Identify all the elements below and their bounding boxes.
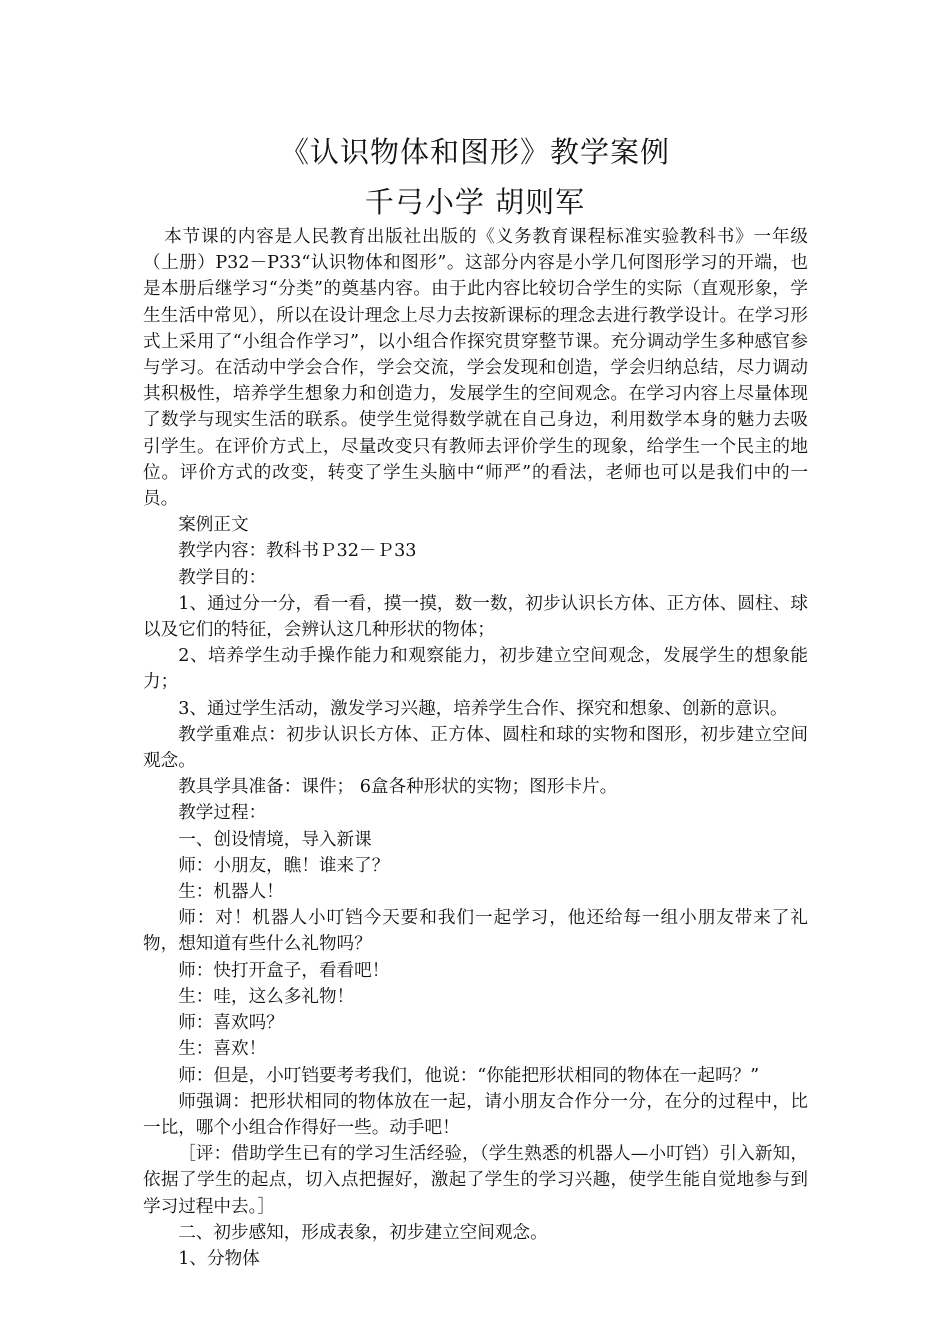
process-heading: 教学过程： (178, 803, 267, 824)
step-heading: 一、创设情境，导入新课 (178, 829, 372, 850)
dialogue-line: 生：机器人！ (178, 882, 284, 903)
goal-item: 1、通过分一分，看一看，摸一摸，数一数，初步认识长方体、正方体、圆柱、球以及它们的特征，会辨认这几种形状的物体； (143, 593, 808, 641)
teaching-content: 教学内容：教科书Ｐ32－Ｐ33 (178, 541, 417, 562)
intro-paragraph: 本节课的内容是人民教育出版社出版的《义务教育课程标准实验教科书》一年级（上册）P32－P33“认识物体和图形”。这部分内容是小学几何图形学习的开端，也是本册后继学习“分类”的奠基内容。由于此内容比较切合学生的实际（直观形象，学生生活中常见），所以在设计理念上尽力去按新课标的理念去进行教学设计。在学习形式上采用了“小组合作学习”，以小组合作探究贯穿整节课。充分调动学生多种感官参与学习。在活动中学会合作，学会交流，学会发现和创造，学会归纳总结，尽力调动其积极性，培养学生想象力和创造力，发展学生的空间观念。在学习内容上尽量体现了数学与现实生活的联系。使学生觉得数学就在自己身边，利用数学本身的魅力去吸引学生。在评价方式上，尽量改变只有教师去评价学生的现象，给学生一个民主的地位。评价方式的改变，转变了学生头脑中“师严”的看法，老师也可以是我们中的一员。 (143, 227, 808, 510)
dialogue-line: 师：对！机器人小叮铛今天要和我们一起学习，他还给每一组小朋友带来了礼物，想知道有些什么礼物吗？ (143, 908, 808, 955)
document-title: 《认识物体和图形》教学案例 (279, 135, 670, 169)
dialogue-line: 生：哇，这么多礼物！ (178, 986, 355, 1007)
commentary: ［评：借助学生已有的学习生活经验，（学生熟悉的机器人—小叮铛）引入新知，依据了学生的起点，切入点把握好，激起了学生的学习兴趣，使学生能自觉地参与到学习过程中去。］ (143, 1144, 808, 1217)
dialogue-line: 师强调：把形状相同的物体放在一起，请小朋友合作分一分，在分的过程中，比一比，哪个小组合作得好一些。动手吧！ (143, 1091, 808, 1138)
materials: 教具学具准备：课件； 6盒各种形状的实物；图形卡片。 (178, 777, 618, 798)
dialogue-line: 师：但是，小叮铛要考考我们，他说：“你能把形状相同的物体在一起吗？” (178, 1065, 760, 1086)
dialogue-line: 师：快打开盒子，看看吧！ (178, 960, 390, 981)
section-heading: 案例正文 (178, 515, 249, 536)
step-heading: 二、初步感知，形成表象，初步建立空间观念。 (178, 1222, 548, 1243)
key-points: 教学重难点：初步认识长方体、正方体、圆柱和球的实物和图形，初步建立空间观念。 (143, 724, 808, 772)
dialogue-line: 生：喜欢！ (178, 1039, 267, 1060)
teaching-goals-heading: 教学目的： (178, 567, 267, 588)
sub-step-heading: 1、分物体 (178, 1248, 260, 1269)
author-line: 千弓小学 胡则军 (364, 185, 586, 219)
document-body (143, 224, 808, 1272)
goal-item: 2、培养学生动手操作能力和观察能力，初步建立空间观念，发展学生的想象能力； (143, 646, 808, 693)
dialogue-line: 师：小朋友，瞧！谁来了？ (178, 855, 390, 876)
goal-item: 3、通过学生活动，激发学习兴趣，培养学生合作、探究和想象、创新的意识。 (178, 698, 788, 719)
dialogue-line: 师：喜欢吗？ (178, 1013, 284, 1034)
